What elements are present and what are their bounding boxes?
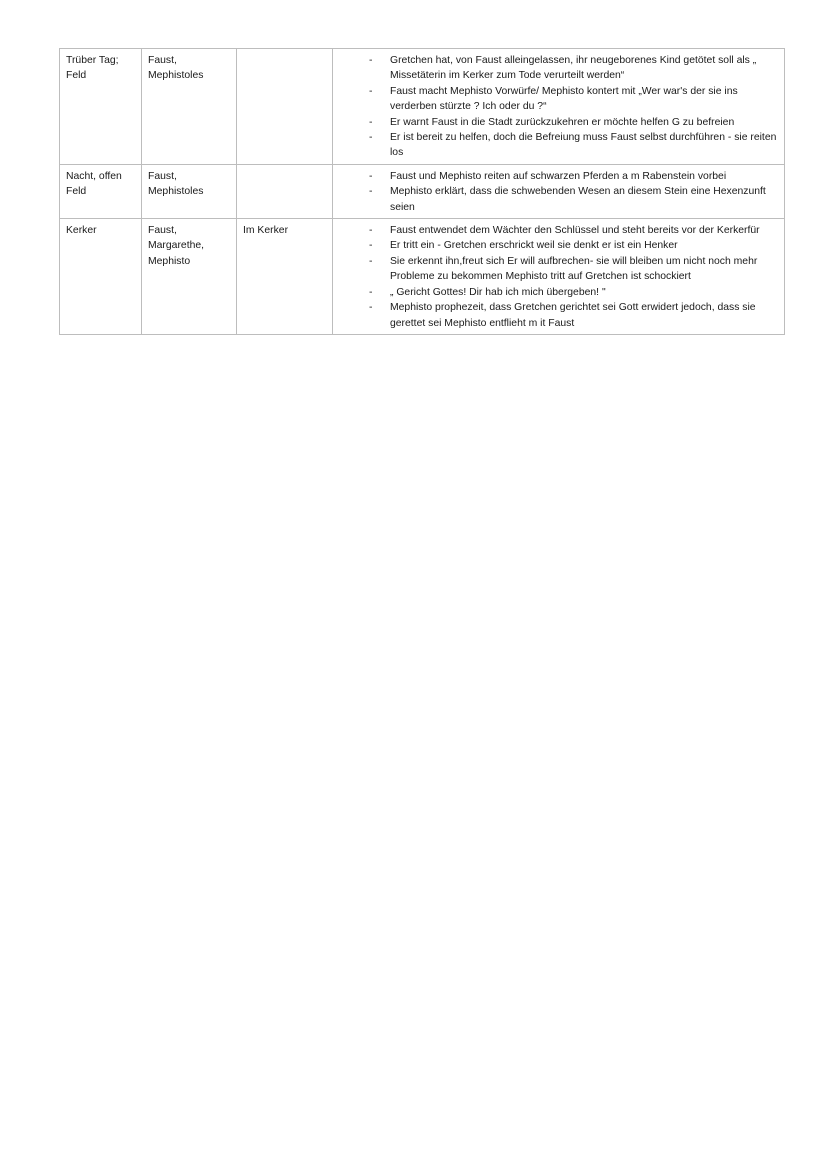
- list-item: [339, 300, 778, 331]
- persons-cell: Faust, Margarethe, Mephisto: [142, 219, 237, 335]
- event-text: Faust macht Mephisto Vorwürfe/ Mephisto kontert mit „Wer war's der sie ins verderben stürzte ? Ich oder du ?“: [390, 85, 738, 113]
- scene-table: [59, 48, 785, 335]
- event-list: [339, 169, 778, 215]
- event-text: Er tritt ein - Gretchen erschrickt weil sie denkt er ist ein Henker: [390, 240, 678, 252]
- list-item: [339, 84, 778, 115]
- event-text: „ Gericht Gottes! Dir hab ich mich übergeben! ": [390, 286, 606, 298]
- place-cell: Kerker: [60, 219, 142, 335]
- location-cell: [237, 49, 333, 165]
- bullet-dash: -: [369, 240, 373, 252]
- place-cell: Nacht, offen Feld: [60, 164, 142, 218]
- list-item: [339, 184, 778, 215]
- bullet-dash: -: [369, 225, 373, 237]
- event-text: Er ist bereit zu helfen, doch die Befreiung muss Faust selbst durchführen - sie reiten los: [390, 132, 777, 159]
- list-item: [339, 254, 778, 285]
- persons-cell: Faust, Mephistoles: [142, 49, 237, 165]
- table-row: [60, 219, 785, 335]
- bullet-dash: -: [369, 255, 373, 267]
- list-item: [339, 223, 778, 238]
- bullet-dash: -: [369, 85, 373, 97]
- persons-cell: Faust, Mephistoles: [142, 164, 237, 218]
- bullet-dash: -: [369, 132, 373, 144]
- location-cell: [237, 164, 333, 218]
- list-item: [339, 285, 778, 300]
- bullet-dash: -: [369, 116, 373, 128]
- bullet-dash: -: [369, 286, 373, 298]
- table-row: [60, 164, 785, 218]
- location-cell: Im Kerker: [237, 219, 333, 335]
- list-item: [339, 115, 778, 130]
- events-cell: [333, 49, 785, 165]
- place-cell: Trüber Tag; Feld: [60, 49, 142, 165]
- event-text: Mephisto erklärt, dass die schwebenden Wesen an diesem Stein eine Hexenzunft seien: [390, 186, 766, 213]
- event-text: Er warnt Faust in die Stadt zurückzukehren er möchte helfen G zu befreien: [390, 116, 735, 128]
- event-text: Faust entwendet dem Wächter den Schlüssel und steht bereits vor der Kerkerfür: [390, 225, 760, 237]
- bullet-dash: -: [369, 55, 373, 66]
- list-item: [339, 130, 778, 161]
- bullet-dash: -: [369, 186, 373, 198]
- event-text: Mephisto prophezeit, dass Gretchen gerichtet sei Gott erwidert jedoch, dass sie gerettet sei Mephisto entflieht m it Faust: [390, 302, 756, 329]
- table-row: [60, 49, 785, 165]
- event-text: Sie erkennt ihn,freut sich Er will aufbrechen- sie will bleiben um nicht noch mehr Probleme zu bekommen Mephisto tritt auf Gretchen ist schockiert: [390, 255, 758, 283]
- bullet-dash: -: [369, 170, 373, 182]
- events-cell: [333, 219, 785, 335]
- event-text: Faust und Mephisto reiten auf schwarzen Pferden a m Rabenstein vorbei: [390, 170, 727, 182]
- events-cell: [333, 164, 785, 218]
- list-item: [339, 169, 778, 184]
- event-list: [339, 53, 778, 161]
- event-list: [339, 223, 778, 331]
- list-item: [339, 53, 778, 84]
- event-text: Gretchen hat, von Faust alleingelassen, ihr neugeborenes Kind getötet soll als „ Missetäterin im Kerker zum Tode verurteilt werden“: [390, 55, 757, 82]
- bullet-dash: -: [369, 302, 373, 314]
- list-item: [339, 238, 778, 253]
